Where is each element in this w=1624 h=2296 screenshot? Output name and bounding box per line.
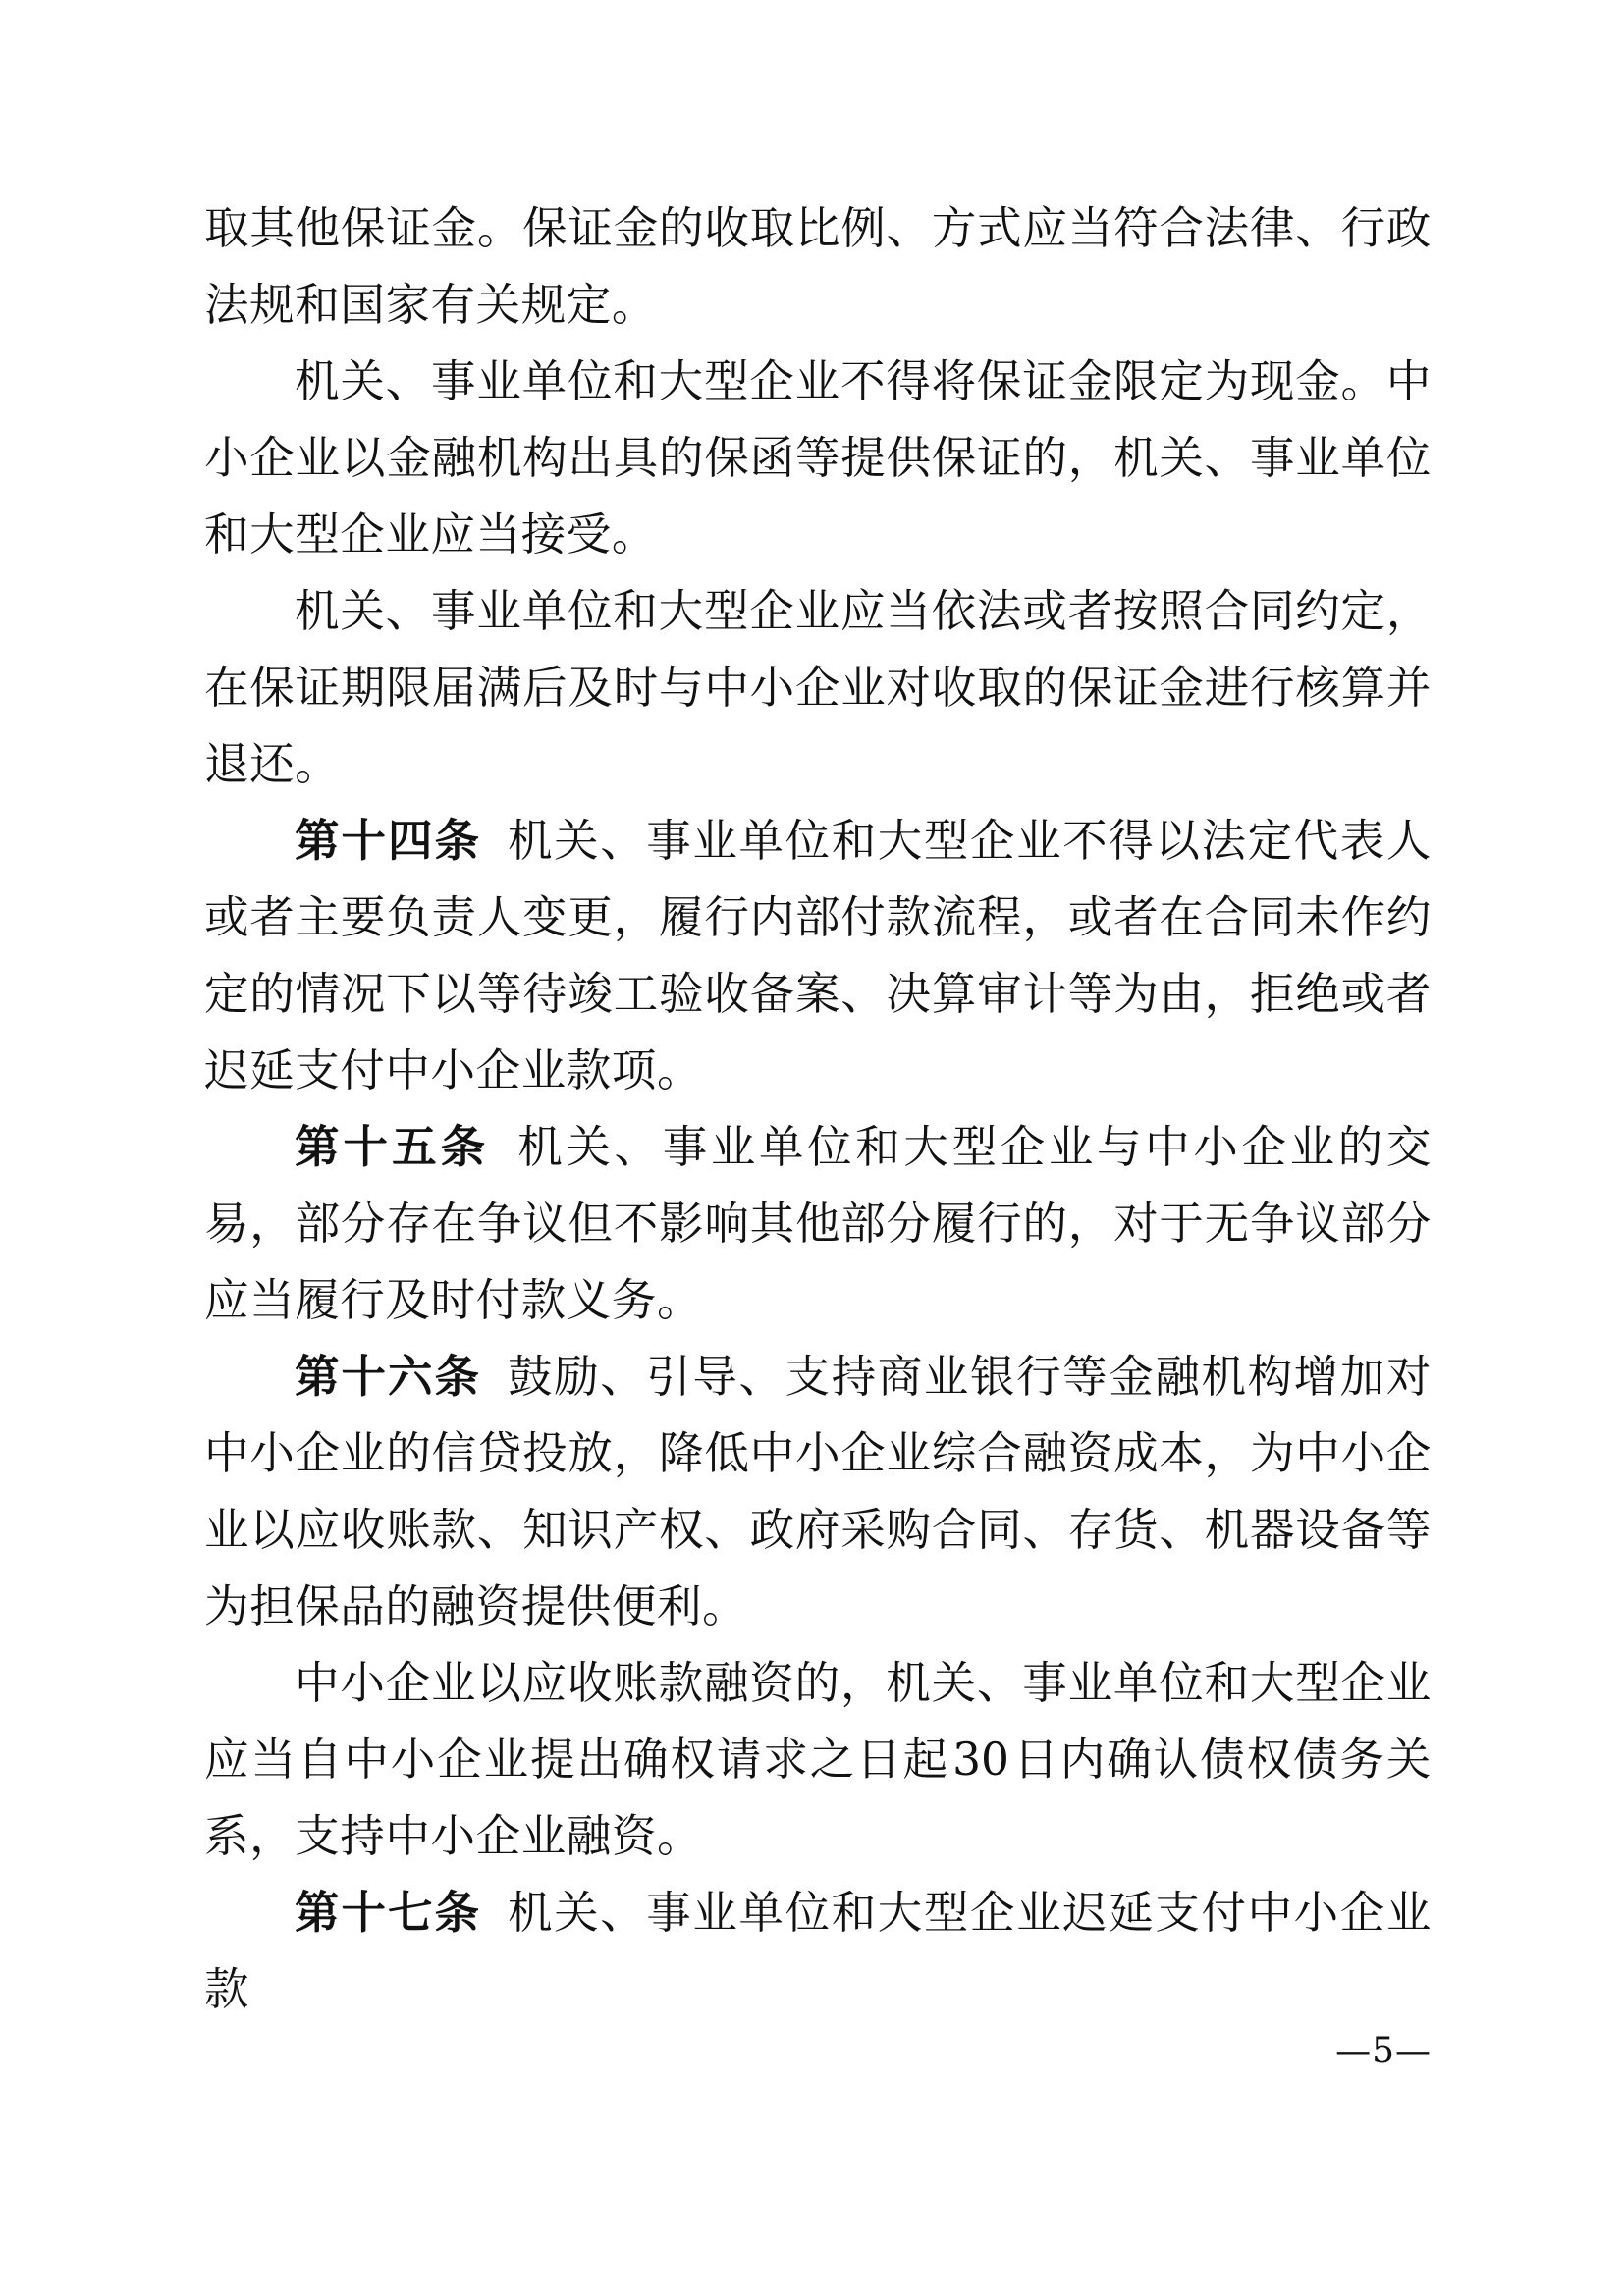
- paragraph-article-16-receivables: [204, 1645, 1432, 1875]
- paragraph-article-17: [204, 1875, 1432, 2028]
- paragraph-article-15: [204, 1109, 1432, 1339]
- paragraph-deposit-settlement: [204, 573, 1432, 803]
- page-number: —5—: [1335, 2031, 1432, 2071]
- article-number-17: 第十七条: [295, 1887, 481, 1939]
- paragraph-text: 机关、事业单位和大型企业不得以法定代表人或者主要负责人变更，履行内部付款流程，或者在合同未作约定的情况下以等待竣工验收备案、决算审计等为由，拒绝或者迟延支付中小企业款项。: [204, 815, 1432, 1096]
- paragraph-continued-deposit: [204, 190, 1432, 344]
- article-number-16: 第十六条: [295, 1351, 481, 1403]
- paragraph-deposit-cash: [204, 344, 1432, 573]
- days-number-30: 30: [952, 1734, 1009, 1786]
- paragraph-text: 机关、事业单位和大型企业迟延支付中小企业款: [204, 1887, 1432, 2015]
- paragraph-text: 鼓励、引导、支持商业银行等金融机构增加对中小企业的信贷投放，降低中小企业综合融资成本，为中小企业以应收账款、知识产权、政府采购合同、存货、机器设备等为担保品的融资提供便利。: [204, 1351, 1432, 1632]
- paragraph-text: 机关、事业单位和大型企业应当依法或者按照合同约定，在保证期限届满后及时与中小企业对收取的保证金进行核算并退还。: [204, 585, 1432, 790]
- article-number-14: 第十四条: [295, 815, 481, 867]
- paragraph-text: 取其他保证金。保证金的收取比例、方式应当符合法律、行政法规和国家有关规定。: [204, 202, 1432, 331]
- paragraph-text: 机关、事业单位和大型企业不得将保证金限定为现金。中小企业以金融机构出具的保函等提供保证的，机关、事业单位和大型企业应当接受。: [204, 355, 1432, 561]
- paragraph-text-before-number: 中小企业以应收账款融资的，机关、事业单位和大型企业应当自中小企业提出确权请求之日起: [204, 1657, 1432, 1786]
- paragraph-text: 机关、事业单位和大型企业与中小企业的交易，部分存在争议但不影响其他部分履行的，对于无争议部分应当履行及时付款义务。: [204, 1121, 1432, 1326]
- paragraph-text-after-number: 日内确认债权债务关系，支持中小企业融资。: [204, 1734, 1432, 1862]
- paragraph-article-16: [204, 1339, 1432, 1645]
- article-number-15: 第十五条: [295, 1121, 490, 1173]
- paragraph-article-14: [204, 803, 1432, 1109]
- document-body-text: [204, 190, 1432, 2028]
